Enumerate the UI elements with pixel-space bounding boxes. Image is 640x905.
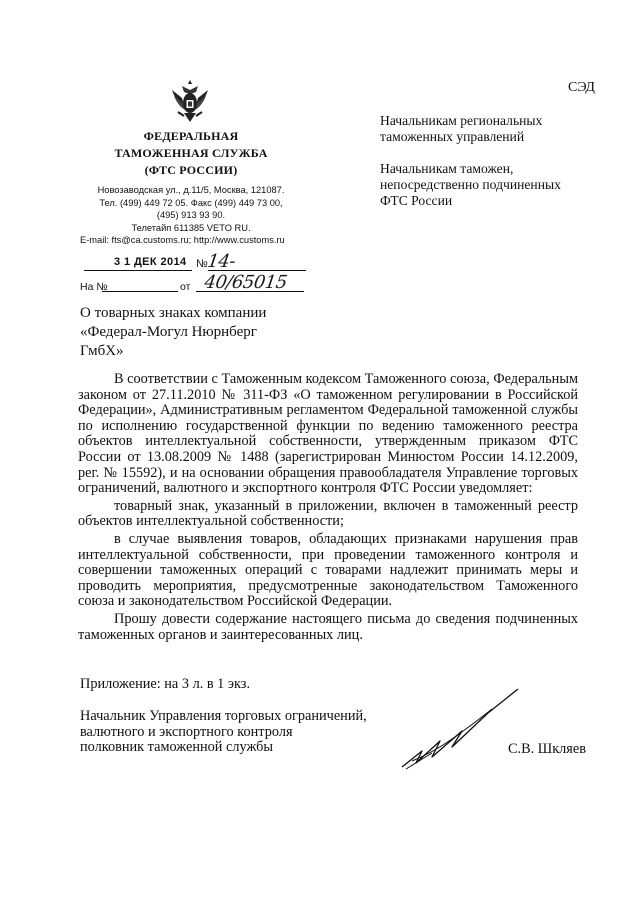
signatory-title-line-3: полковник таможенной службы bbox=[80, 739, 274, 756]
ref-number-underline bbox=[102, 291, 178, 292]
letter-body bbox=[78, 372, 578, 643]
signatory-title-line-2: валютного и экспортного контроля bbox=[80, 723, 293, 740]
handwritten-signature bbox=[392, 683, 522, 773]
addressee-line-3: Начальникам таможен, bbox=[380, 161, 514, 176]
ref-from-label: от bbox=[180, 281, 191, 293]
number-label: № bbox=[196, 258, 208, 270]
address-line-3: (495) 913 93 90. bbox=[156, 210, 226, 220]
body-paragraph: товарный знак, указанный в приложении, включен в таможенный реестр объектов интеллектуальной собственности; bbox=[78, 497, 578, 530]
address-line-1: Новозаводская ул., д.11/5, Москва, 121087. bbox=[97, 185, 285, 195]
registry-mark: СЭД bbox=[568, 80, 595, 95]
addressee-line-5: ФТС России bbox=[380, 193, 453, 208]
signatory-title bbox=[80, 709, 400, 756]
address-line-5: E-mail: fts@ca.customs.ru; http://www.customs.ru bbox=[80, 235, 285, 245]
body-paragraph: в случае выявления товаров, обладающих признаками нарушения прав интеллектуальной собственности, при проведении таможенного контроля и совершении таможенных операций с товарами надлежит принимать меры и проводить мероприятия, предусмотренные законодательством Таможенного союза и законодательством Российской Федерации. bbox=[78, 530, 578, 610]
ref-date-underline bbox=[196, 291, 304, 292]
address-line-4: Телетайп 611385 VETO RU. bbox=[131, 222, 251, 233]
addressee-line-4: непосредственно подчиненных bbox=[380, 177, 561, 192]
attachment-note: Приложение: на 3 л. в 1 экз. bbox=[80, 676, 251, 692]
org-line-1: ФЕДЕРАЛЬНАЯ bbox=[143, 129, 239, 143]
registration-date: 3 1 ДЕК 2014 bbox=[114, 256, 187, 268]
ref-number-label: На № bbox=[80, 281, 108, 293]
org-line-3: (ФТС РОССИИ) bbox=[144, 163, 238, 177]
addressee-line-2: таможенных управлений bbox=[380, 129, 525, 144]
eagle-emblem-icon bbox=[168, 76, 212, 124]
body-paragraph: В соответствии с Таможенным кодексом Таможенного союза, Федеральным законом от 27.11.2010 № 311-ФЗ «О таможенном регулировании в Российской Федерации», Административным регламентом Федеральной таможенной службы по исполнению государственной функции по ведению таможенного реестра объектов интеллектуальной собственности, утвержденным приказом ФТС России от 13.08.2009 № 1488 (зарегистрирован Минюстом России 14.12.2009, рег. № 15592), и на основании обращения правообладателя Управление торговых ограничений, валютного и экспортного контроля ФТС России уведомляет: bbox=[78, 371, 578, 497]
org-contacts bbox=[80, 184, 302, 247]
body-paragraph: Прошу довести содержание настоящего письма до сведения подчиненных таможенных органов и заинтересованных лиц. bbox=[78, 610, 578, 643]
subject-line-2: «Федерал-Могул Нюрнберг bbox=[80, 324, 257, 340]
date-underline bbox=[84, 270, 192, 271]
org-line-2: ТАМОЖЕННАЯ СЛУЖБА bbox=[114, 146, 268, 160]
letter-subject bbox=[80, 304, 340, 361]
subject-line-1: О товарных знаках компании bbox=[80, 305, 267, 321]
signer-name: С.В. Шкляев bbox=[508, 741, 586, 757]
address-line-2: Тел. (499) 449 72 05. Факс (499) 449 73 00, bbox=[99, 197, 283, 208]
subject-line-3: ГмбХ» bbox=[80, 343, 124, 359]
organization-name bbox=[80, 128, 302, 179]
signatory-title-line-1: Начальник Управления торговых ограничений, bbox=[80, 708, 367, 724]
registration-number: 14-40/65015 bbox=[203, 251, 289, 293]
addressee-line-1: Начальникам региональных bbox=[380, 113, 543, 128]
addressees bbox=[380, 113, 610, 209]
